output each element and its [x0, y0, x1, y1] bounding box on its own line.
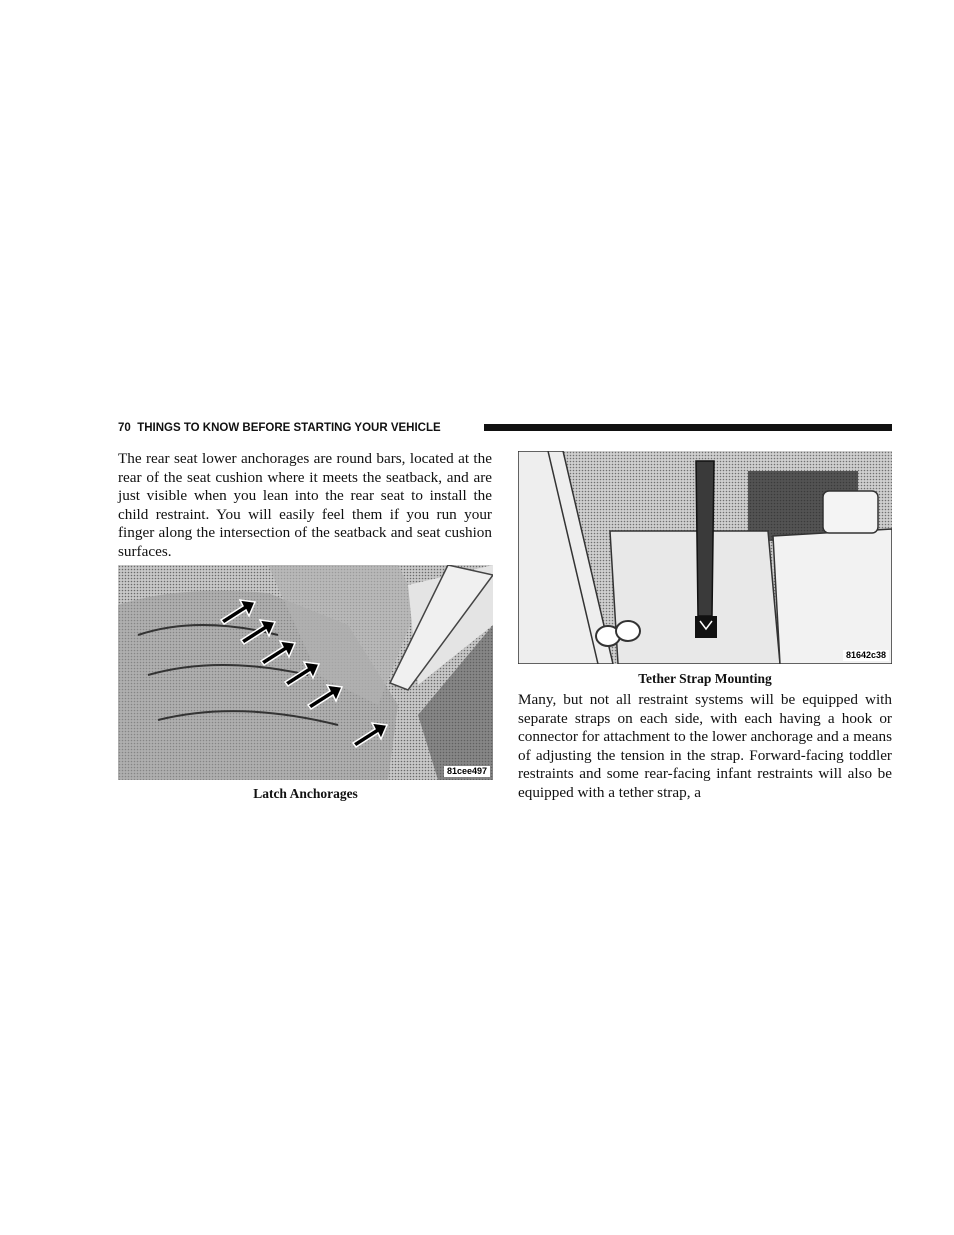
- header-rule: [484, 424, 892, 431]
- page-number: 70: [118, 422, 131, 434]
- tether-illustration: [518, 451, 892, 664]
- right-column-paragraph: Many, but not all restraint systems will be equipped with separate straps on each side, with each having a hook or connector for attachment to the lower anchorage and a means of adjusting the tension in the strap. Forward-facing toddler restraints and some rear-facing infant restraints will also be equipped with a tether strap, a: [518, 691, 892, 801]
- latch-figure-code: 81cee497: [444, 766, 490, 777]
- left-column-paragraph: The rear seat lower anchorages are round bars, located at the rear of the seat cushion where it meets the seatback, and are just visible when you lean into the rear seat to install the child restraint. You will easily feel them if you run your finger along the intersection of the seatback and seat cushion surfaces.: [118, 450, 492, 560]
- section-title: THINGS TO KNOW BEFORE STARTING YOUR VEHICLE: [137, 422, 441, 434]
- latch-anchorages-image: [118, 565, 493, 780]
- tether-caption: Tether Strap Mounting: [638, 671, 772, 686]
- header-text: [118, 420, 441, 436]
- latch-illustration: [118, 565, 493, 780]
- tether-figure-code: 81642c38: [843, 650, 889, 661]
- latch-caption: Latch Anchorages: [253, 786, 358, 801]
- running-header: [118, 420, 892, 436]
- tether-strap-image: [518, 451, 892, 664]
